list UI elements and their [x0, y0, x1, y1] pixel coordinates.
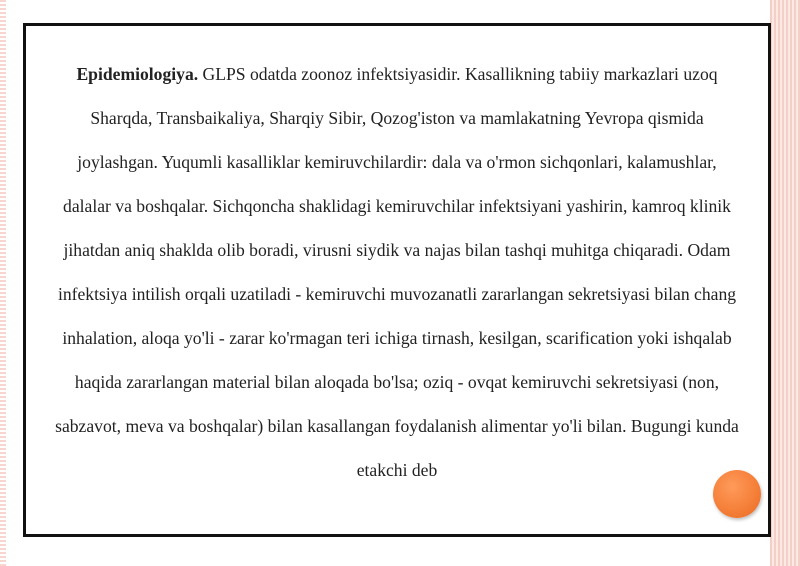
text-frame — [23, 23, 771, 537]
right-decorative-stripe — [770, 0, 800, 566]
body-text: GLPS odatda zoonoz infektsiyasidir. Kasallikning tabiiy markazlari uzoq Sharqda, Transbaikaliya, Sharqiy Sibir, Qozog'iston va mamlakatning Yevropa qismida joylashgan. Yuqumli kasalliklar kemiruvchilardir: dala va o'rmon sichqonlari, kalamushlar, dalalar va boshqalar. Sichqoncha shaklidagi kemiruvchilar infektsiyani yashirin, kamroq klinik jihatdan aniq shaklda olib boradi, virusni siydik va najas bilan tashqi muhitga chiqaradi. Odam infektsiya intilish orqali uzatiladi - kemiruvchi muvozanatli zararlangan sekretsiyasi bilan chang inhalation, aloqa yo'li - zarar ko'rmagan teri ichiga tirnash, kesilgan, scarification yoki ishqalab haqida zararlangan material bilan aloqada bo'lsa; oziq - ovqat kemiruvchi sekretsiyasi (non, sabzavot, meva va boshqalar) bilan kasallangan foydalanish alimentar yo'li bilan. Bugungi kunda etakchi deb — [55, 64, 739, 480]
orange-circle-decoration — [713, 470, 761, 518]
left-decorative-stripe — [0, 0, 6, 566]
body-paragraph — [52, 52, 742, 492]
lead-label: Epidemiologiya. — [76, 64, 199, 84]
